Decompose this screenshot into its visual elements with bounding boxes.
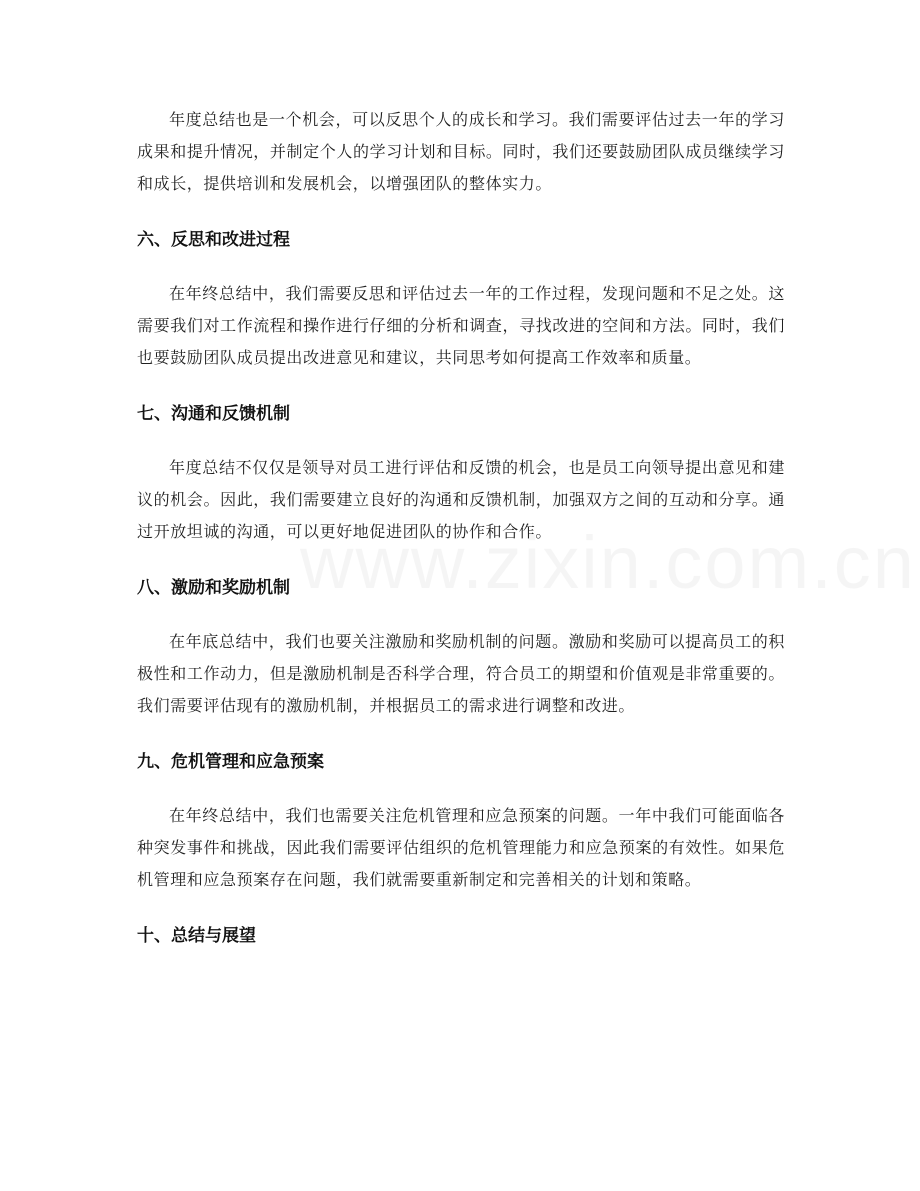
paragraph-crisis-management: 在年终总结中，我们也需要关注危机管理和应急预案的问题。一年中我们可能面临各种突发事件和挑战，因此我们需要评估组织的危机管理能力和应急预案的有效性。如果危机管理和应急预案存在问题，我们就需要重新制定和完善相关的计划和策略。 [137,806,785,889]
paragraph-incentive-reward: 在年底总结中，我们也要关注激励和奖励机制的问题。激励和奖励可以提高员工的积极性和工作动力，但是激励机制是否科学合理，符合员工的期望和价值观是非常重要的。我们需要评估现有的激励机制，并根据员工的需求进行调整和改进。 [137,632,785,715]
paragraph-communication-feedback: 年度总结不仅仅是领导对员工进行评估和反馈的机会，也是员工向领导提出意见和建议的机会。因此，我们需要建立良好的沟通和反馈机制，加强双方之间的互动和分享。通过开放坦诚的沟通，可以更好地促进团队的协作和合作。 [137,458,785,541]
document-body [137,104,785,952]
paragraph-reflection-improvement: 在年终总结中，我们需要反思和评估过去一年的工作过程，发现问题和不足之处。这需要我们对工作流程和操作进行仔细的分析和调查，寻找改进的空间和方法。同时，我们也要鼓励团队成员提出改进意见和建议，共同思考如何提高工作效率和质量。 [137,284,785,367]
paragraph-personal-growth: 年度总结也是一个机会，可以反思个人的成长和学习。我们需要评估过去一年的学习成果和提升情况，并制定个人的学习计划和目标。同时，我们还要鼓励团队成员继续学习和成长，提供培训和发展机会，以增强团队的整体实力。 [137,110,785,193]
heading-crisis-management: 九、危机管理和应急预案 [137,752,324,772]
heading-incentive-reward: 八、激励和奖励机制 [137,578,290,598]
heading-summary-outlook: 十、总结与展望 [137,926,256,946]
heading-communication-feedback: 七、沟通和反馈机制 [137,404,290,424]
heading-reflection-improvement: 六、反思和改进过程 [137,230,290,250]
